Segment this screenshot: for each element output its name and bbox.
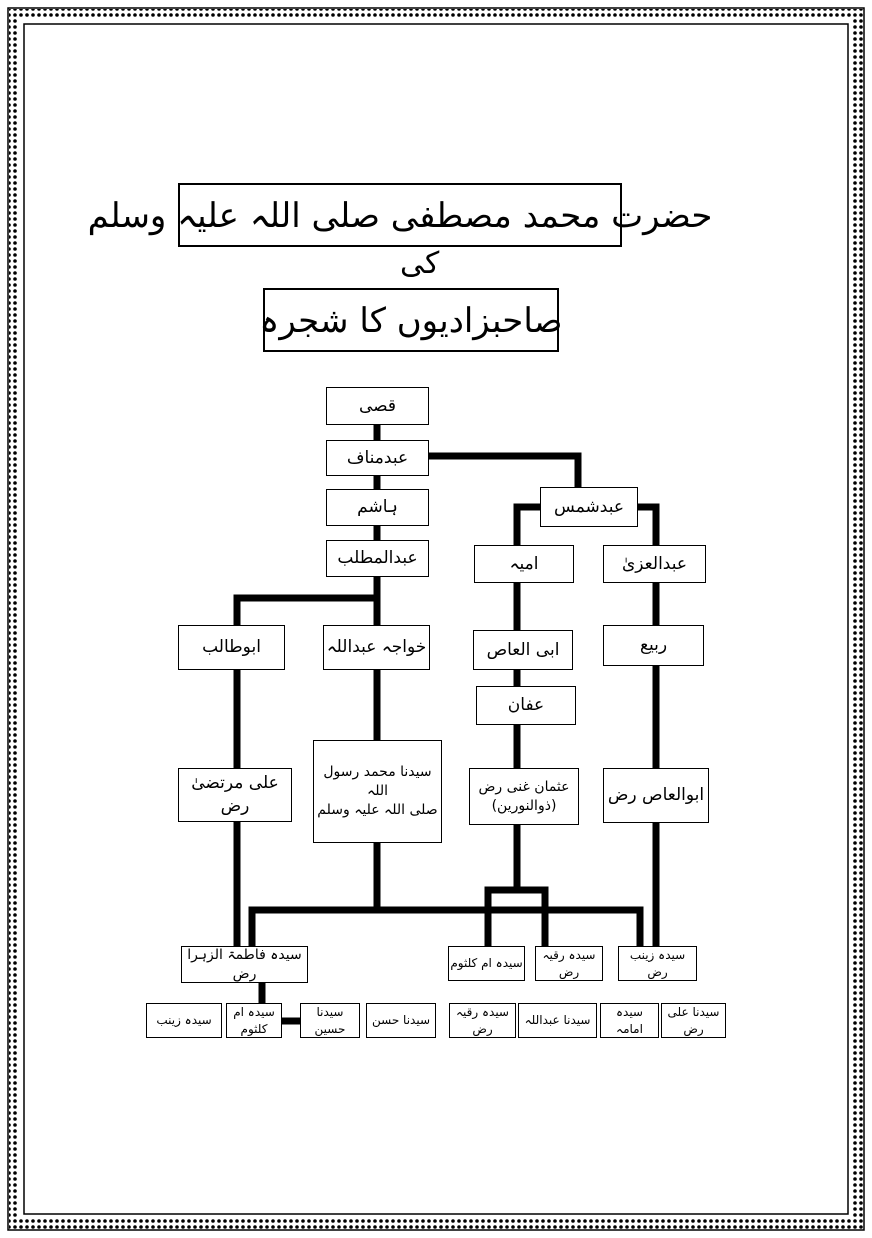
node-abdullah: خواجہ عبداللہ bbox=[323, 625, 430, 670]
node-abd-muttalib: عبدالمطلب bbox=[326, 540, 429, 577]
node-abd-shams: عبدشمس bbox=[540, 487, 638, 527]
node-abd-uzza: عبدالعزیٰ bbox=[603, 545, 706, 583]
node-ali: علی مرتضیٰ رض bbox=[178, 768, 292, 822]
node-gc-husain: سیدنا حسین bbox=[300, 1003, 360, 1038]
node-qusay: قصی bbox=[326, 387, 429, 425]
node-umayya: امیہ bbox=[474, 545, 574, 583]
node-hashim: ہاشم bbox=[326, 489, 429, 526]
node-abi-al-aas: ابی العاص bbox=[473, 630, 573, 670]
title-line-1: حضرت محمد مصطفی صلی اللہ علیہ وسلم bbox=[178, 183, 622, 247]
node-rabi: ربیع bbox=[603, 625, 704, 666]
node-abu-talib: ابوطالب bbox=[178, 625, 285, 670]
node-uthman: عثمان غنی رض (ذوالنورین) bbox=[469, 768, 579, 825]
node-ruqayya: سیدہ رقیہ رض bbox=[535, 946, 603, 981]
title-line-2: کی bbox=[400, 246, 440, 281]
node-abul-aas: ابوالعاص رض bbox=[603, 768, 709, 823]
node-gc-hasan: سیدنا حسن bbox=[366, 1003, 436, 1038]
node-gc-ruqayya: سیدہ رقیہ رض bbox=[449, 1003, 516, 1038]
node-gc-abdullah: سیدنا عبداللہ bbox=[518, 1003, 597, 1038]
node-gc-zainab: سیدہ زینب bbox=[146, 1003, 222, 1038]
node-fatima: سیدہ فاطمۃ الزہرا رض bbox=[181, 946, 308, 983]
node-prophet: سیدنا محمد رسول اللہ صلی اللہ علیہ وسلم bbox=[313, 740, 442, 843]
node-umm-kulthum: سیدہ ام کلثوم bbox=[448, 946, 525, 981]
node-affan: عفان bbox=[476, 686, 576, 725]
node-zainab: سیدہ زینب رض bbox=[618, 946, 697, 981]
node-abd-manaf: عبدمناف bbox=[326, 440, 429, 476]
title-line-3: صاحبزادیوں کا شجرہ bbox=[263, 288, 559, 352]
node-gc-ali: سیدنا علی رض bbox=[661, 1003, 726, 1038]
node-gc-umm-kulthum: سیدہ ام کلثوم bbox=[226, 1003, 282, 1038]
node-gc-umama: سیدہ امامہ bbox=[600, 1003, 659, 1038]
